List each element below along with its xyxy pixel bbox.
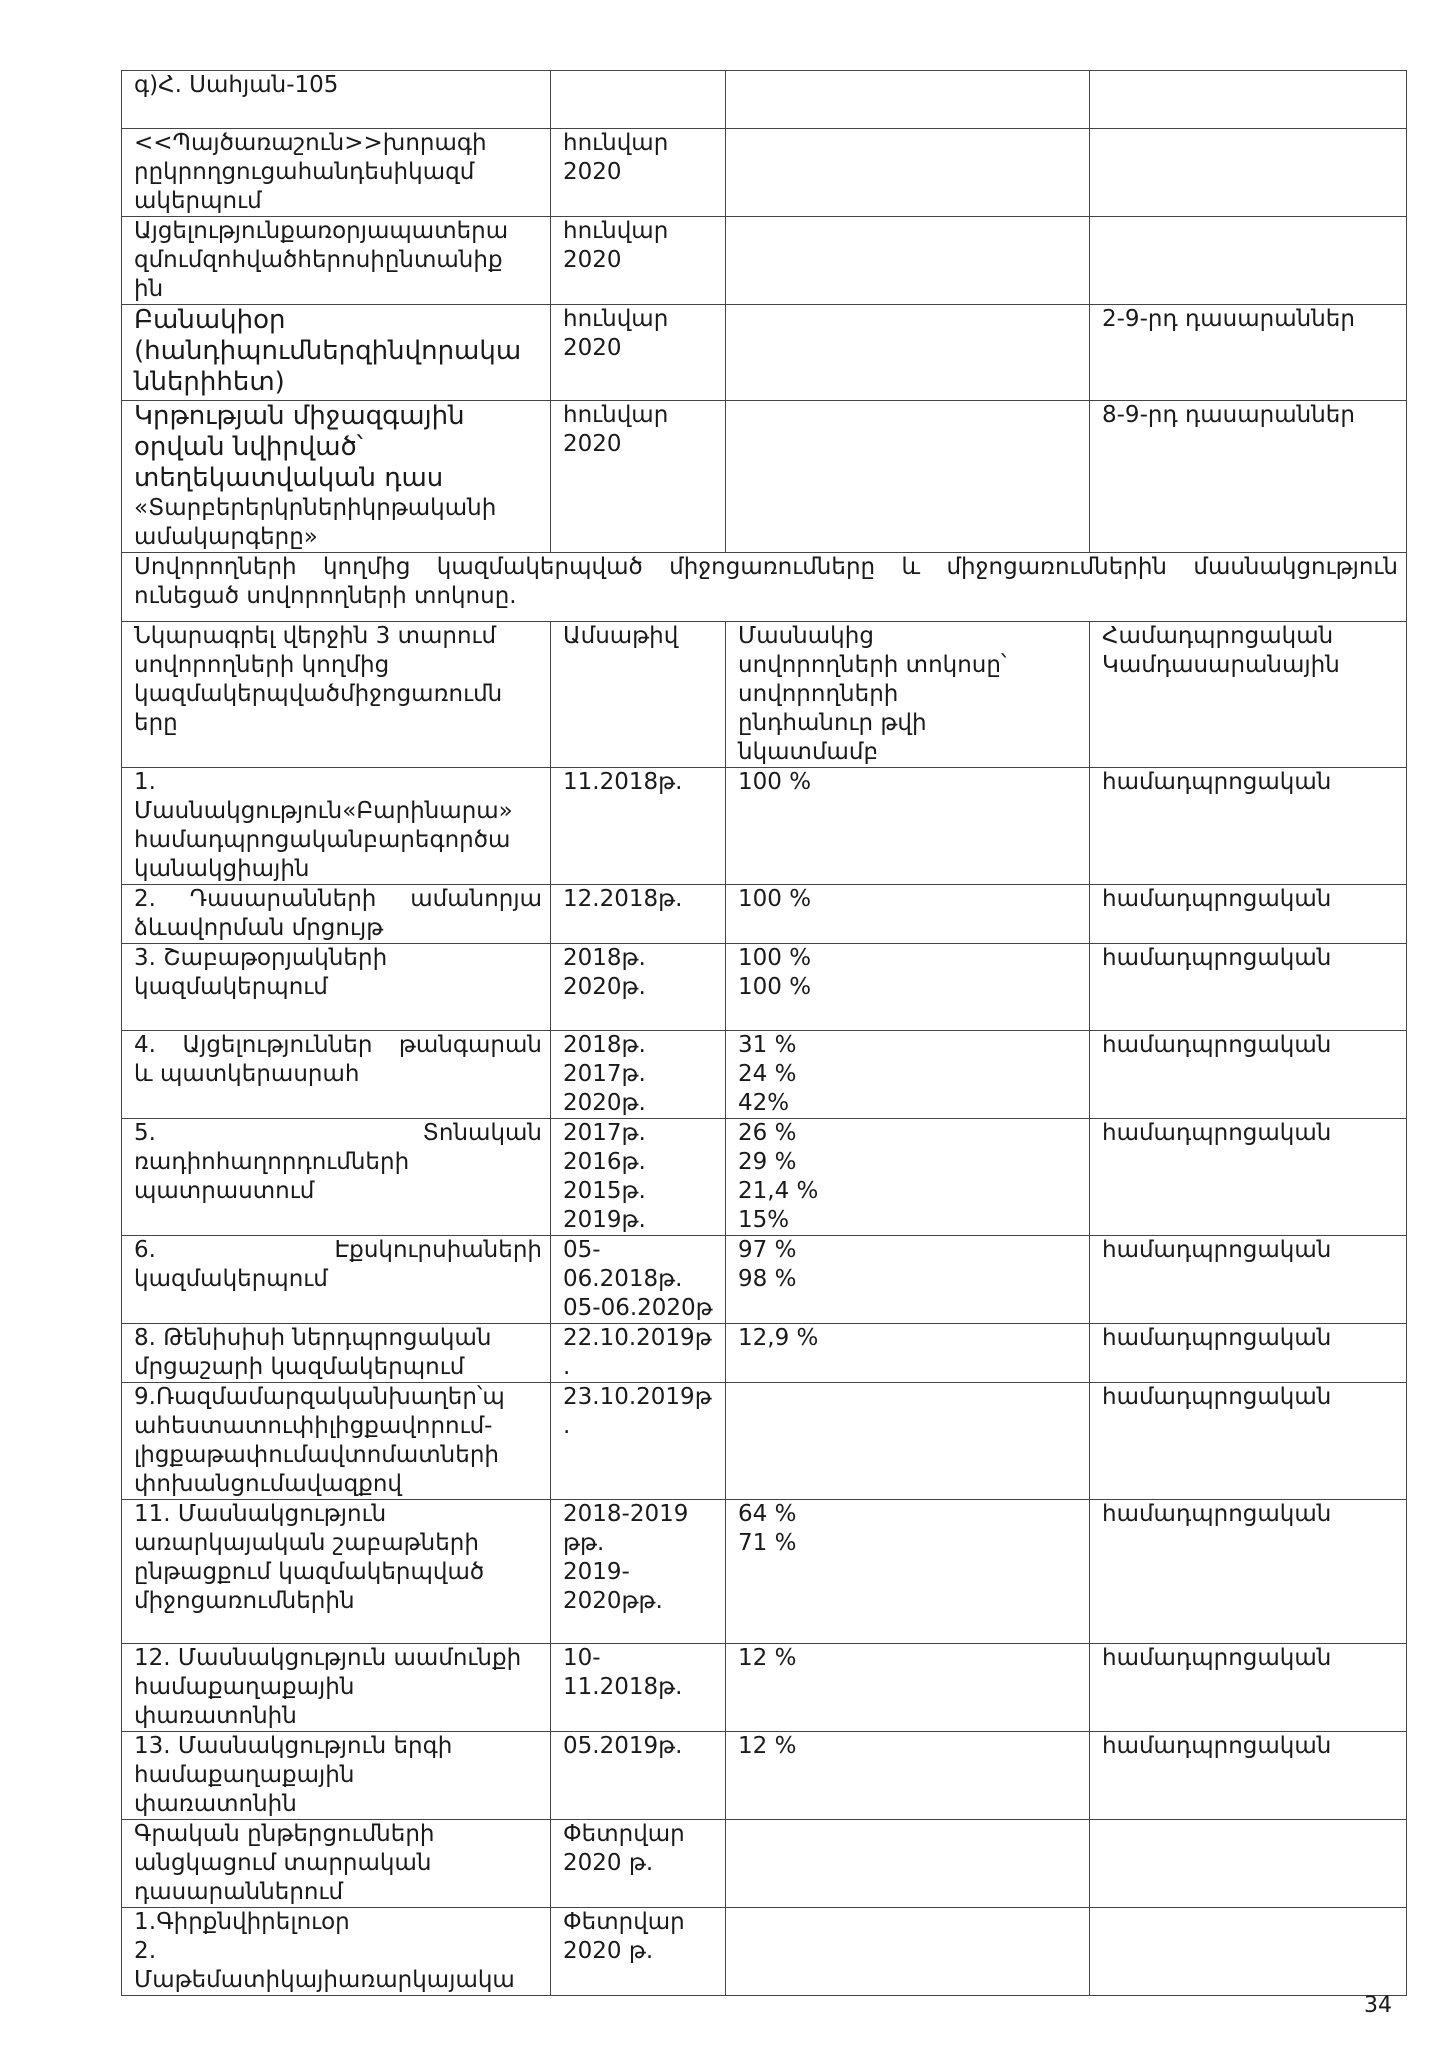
cell-line: համադպրոցական xyxy=(1102,1032,1332,1058)
cell-line: 2018-2019 xyxy=(563,1501,689,1527)
cell-line: պատրաստում xyxy=(134,1178,315,1204)
cell-line: 29 % xyxy=(738,1149,797,1175)
cell-line: 26 % xyxy=(738,1120,797,1146)
cell-line: հունվար xyxy=(563,306,669,332)
table-row xyxy=(122,885,1407,944)
cell-line: համադպրոցականբարեգործա xyxy=(134,827,511,853)
table-row xyxy=(122,217,1407,305)
row-3-col-2 xyxy=(551,217,726,305)
cell-line: «Տարբերերկրներիկրթականի xyxy=(134,495,497,521)
row-7-col-3 xyxy=(726,622,1090,768)
row-11-col-2 xyxy=(551,1031,726,1119)
row-8-col-2 xyxy=(551,768,726,885)
row-19-col-3 xyxy=(726,1820,1090,1908)
cell-line: 13. Մասնակցություն երգի xyxy=(134,1733,453,1759)
row-15-col-4 xyxy=(1090,1383,1407,1500)
cell-line: 11. Մասնակցություն xyxy=(134,1501,387,1527)
cell-line: համաքաղաքային xyxy=(134,1762,355,1788)
row-10-col-2 xyxy=(551,944,726,1031)
cell-line: ունեցած սովորողների տոկոսը. xyxy=(134,583,517,609)
table-row xyxy=(122,1236,1407,1324)
row-5-col-3 xyxy=(726,401,1090,553)
cell-line: 64 % xyxy=(738,1501,797,1527)
row-17-col-1 xyxy=(122,1644,551,1732)
cell-line: 100 % xyxy=(738,886,812,912)
cell-line: և պատկերասրահ xyxy=(134,1061,360,1087)
table-row xyxy=(122,1820,1407,1908)
row-14-col-3 xyxy=(726,1324,1090,1383)
cell-line: կազմակերպում xyxy=(134,974,328,1000)
row-8-col-4 xyxy=(1090,768,1407,885)
row-20-col-1 xyxy=(122,1908,551,1996)
cell-line: 3. Շաբաթօրյակների xyxy=(134,945,388,971)
cell-line: սովորողների xyxy=(738,681,899,707)
cell-line: թթ. xyxy=(563,1530,605,1556)
row-15-col-2 xyxy=(551,1383,726,1500)
cell-line: զմումզոհվածհերոսիընտանիք xyxy=(134,247,503,273)
cell-line: առարկայական շաբաթների xyxy=(134,1530,479,1556)
table-row xyxy=(122,305,1407,401)
cell-line: կազմակերպում xyxy=(134,1266,328,1292)
table-row xyxy=(122,1324,1407,1383)
row-4-col-3 xyxy=(726,305,1090,401)
table-row xyxy=(122,553,1407,622)
cell-line: 100 % xyxy=(738,974,812,1000)
cell-line: կազմակերպվածմիջոցառումն xyxy=(134,681,503,707)
table-row xyxy=(122,129,1407,217)
cell-line: հունվար xyxy=(563,130,669,156)
cell-line: գ)Հ. Սահյան-105 xyxy=(134,72,339,98)
cell-line: Կրթության միջազգային xyxy=(134,401,465,431)
row-19-col-2 xyxy=(551,1820,726,1908)
cell-line: 2019թ. xyxy=(563,1207,646,1233)
cell-line: 97 % xyxy=(738,1237,797,1263)
cell-line: ններիհետ) xyxy=(134,367,285,397)
cell-line: 2020 xyxy=(563,247,622,273)
cell-line: 42% xyxy=(738,1090,790,1116)
table-row xyxy=(122,1644,1407,1732)
cell-line: 06.2018թ. xyxy=(563,1266,683,1292)
row-12-col-2 xyxy=(551,1119,726,1236)
row-9-col-4 xyxy=(1090,885,1407,944)
row-9-col-1 xyxy=(122,885,551,944)
cell-line: 11.2018թ. xyxy=(563,769,683,795)
cell-line: 12. Մասնակցություն աամունքի xyxy=(134,1645,522,1671)
table-row xyxy=(122,1031,1407,1119)
cell-line: կանակցիային xyxy=(134,856,310,882)
cell-line: ընդհանուր թվի xyxy=(738,710,927,736)
cell-line: Սովորողների կողմից կազմակերպված միջոցառումները և միջոցառումներին մասնակցություն xyxy=(134,554,1398,580)
cell-line: ռադիոհաղորդումների xyxy=(134,1149,410,1175)
row-14-col-2 xyxy=(551,1324,726,1383)
cell-line: 98 % xyxy=(738,1266,797,1292)
cell-line: համադպրոցական xyxy=(1102,1325,1332,1351)
cell-line: տեղեկատվական դաս xyxy=(134,463,444,493)
cell-line: 2020 թ. xyxy=(563,1938,654,1964)
cell-line: ամակարգերը» xyxy=(134,524,318,550)
cell-line: 2020 xyxy=(563,159,622,185)
table-row xyxy=(122,1908,1407,1996)
row-2-col-1 xyxy=(122,129,551,217)
cell-line: համաքաղաքային xyxy=(134,1674,355,1700)
cell-line: 12,9 % xyxy=(738,1325,819,1351)
row-13-col-1 xyxy=(122,1236,551,1324)
cell-line: 2018թ. xyxy=(563,1032,646,1058)
cell-line: 05- xyxy=(563,1237,601,1263)
cell-line: Փետրվար xyxy=(563,1909,685,1935)
cell-line: ակերպում xyxy=(134,188,262,214)
row-16-col-1 xyxy=(122,1500,551,1644)
cell-line: նկատմամբ xyxy=(738,739,879,765)
cell-line: համադպրոցական xyxy=(1102,769,1332,795)
cell-line: 2019- xyxy=(563,1559,630,1585)
cell-line: մրցաշարի կազմակերպում xyxy=(134,1354,465,1380)
cell-line: Գրական ընթերցումների xyxy=(134,1821,435,1847)
cell-line: համադպրոցական xyxy=(1102,1501,1332,1527)
cell-line: Փետրվար xyxy=(563,1821,685,1847)
cell-line: ին xyxy=(134,276,164,302)
cell-line: սովորողների կողմից xyxy=(134,652,390,678)
row-2-col-3 xyxy=(726,129,1090,217)
cell-line: համադպրոցական xyxy=(1102,1120,1332,1146)
cell-line: օրվան նվիրված՝ xyxy=(134,432,363,462)
cell-line: հունվար xyxy=(563,218,669,244)
cell-line: 2020թ. xyxy=(563,974,646,1000)
table-row xyxy=(122,1119,1407,1236)
row-10-col-3 xyxy=(726,944,1090,1031)
table-row xyxy=(122,622,1407,768)
cell-line: 2020թթ. xyxy=(563,1588,663,1614)
cell-line: 1. xyxy=(134,769,156,795)
row-4-col-1 xyxy=(122,305,551,401)
cell-line: դասարաններում xyxy=(134,1879,344,1905)
cell-line: 6. Էքսկուրսիաների xyxy=(134,1237,542,1263)
cell-line: ձևավորման մրցույթ xyxy=(134,915,384,941)
row-8-col-3 xyxy=(726,768,1090,885)
row-1-col-1 xyxy=(122,71,551,129)
row-13-col-2 xyxy=(551,1236,726,1324)
row-10-col-4 xyxy=(1090,944,1407,1031)
cell-line: Կամդասարանային xyxy=(1102,652,1340,678)
cell-line: անցկացում տարրական xyxy=(134,1850,432,1876)
row-3-col-4 xyxy=(1090,217,1407,305)
row-9-col-3 xyxy=(726,885,1090,944)
cell-line: 05-06.2020թ xyxy=(563,1295,713,1321)
section-heading-cell xyxy=(122,553,1407,622)
cell-line: 2020 xyxy=(563,431,622,457)
row-7-col-4 xyxy=(1090,622,1407,768)
cell-line: 100 % xyxy=(738,769,812,795)
cell-line: 2020 թ. xyxy=(563,1850,654,1876)
cell-line: հունվար xyxy=(563,402,669,428)
row-9-col-2 xyxy=(551,885,726,944)
row-2-col-2 xyxy=(551,129,726,217)
cell-line: 1․Գիրքնվիրելուօր xyxy=(134,1909,350,1935)
cell-line: 22.10.2019թ xyxy=(563,1325,712,1351)
cell-line: 8. Թենիսիսի ներդպրոցական xyxy=(134,1325,492,1351)
row-5-col-1 xyxy=(122,401,551,553)
table-row xyxy=(122,401,1407,553)
row-18-col-2 xyxy=(551,1732,726,1820)
cell-line: 2020 xyxy=(563,335,622,361)
events-table-body xyxy=(122,71,1407,1996)
row-8-col-1 xyxy=(122,768,551,885)
table-row xyxy=(122,944,1407,1031)
row-20-col-2 xyxy=(551,1908,726,1996)
cell-line: 100 % xyxy=(738,945,812,971)
row-3-col-1 xyxy=(122,217,551,305)
cell-line: 9.Ռազմամարզականխաղեր՝պ xyxy=(134,1384,505,1410)
cell-line: լիցքաթափումավտոմատների xyxy=(134,1442,499,1468)
cell-line: երը xyxy=(134,710,178,736)
cell-line: Այցելությունքառօրյապատերա xyxy=(134,218,509,244)
cell-line: 2015թ. xyxy=(563,1178,646,1204)
cell-line: 2018թ. xyxy=(563,945,646,971)
row-14-col-1 xyxy=(122,1324,551,1383)
cell-line: փառատոնին xyxy=(134,1703,297,1729)
cell-line: 15% xyxy=(738,1207,790,1233)
cell-line: Բանակիօր xyxy=(134,305,286,335)
cell-line: 11.2018թ. xyxy=(563,1674,683,1700)
row-3-col-3 xyxy=(726,217,1090,305)
row-2-col-4 xyxy=(1090,129,1407,217)
row-12-col-4 xyxy=(1090,1119,1407,1236)
events-table xyxy=(121,70,1407,1996)
cell-line: 12 % xyxy=(738,1733,797,1759)
cell-line: ահեստատուփիլիցքավորում- xyxy=(134,1413,493,1439)
row-17-col-4 xyxy=(1090,1644,1407,1732)
cell-line: 21,4 % xyxy=(738,1178,819,1204)
row-15-col-3 xyxy=(726,1383,1090,1500)
cell-line: Ամսաթիվ xyxy=(563,623,679,649)
row-16-col-4 xyxy=(1090,1500,1407,1644)
row-4-col-4 xyxy=(1090,305,1407,401)
cell-line: 05.2019թ. xyxy=(563,1733,683,1759)
row-14-col-4 xyxy=(1090,1324,1407,1383)
cell-line: սովորողների տոկոսը՝ xyxy=(738,652,1007,678)
table-row xyxy=(122,1500,1407,1644)
cell-line: համադպրոցական xyxy=(1102,886,1332,912)
page-number: 34 xyxy=(1364,1993,1392,2018)
table-row xyxy=(122,1383,1407,1500)
cell-line: 10- xyxy=(563,1645,601,1671)
cell-line: . xyxy=(563,1413,571,1439)
row-4-col-2 xyxy=(551,305,726,401)
row-10-col-1 xyxy=(122,944,551,1031)
cell-line: 23.10.2019թ xyxy=(563,1384,712,1410)
cell-line: 12 % xyxy=(738,1645,797,1671)
cell-line: 24 % xyxy=(738,1061,797,1087)
row-12-col-1 xyxy=(122,1119,551,1236)
row-11-col-4 xyxy=(1090,1031,1407,1119)
row-13-col-3 xyxy=(726,1236,1090,1324)
cell-line: համադպրոցական xyxy=(1102,1384,1332,1410)
row-17-col-3 xyxy=(726,1644,1090,1732)
row-7-col-2 xyxy=(551,622,726,768)
row-20-col-3 xyxy=(726,1908,1090,1996)
row-17-col-2 xyxy=(551,1644,726,1732)
row-15-col-1 xyxy=(122,1383,551,1500)
cell-line: 71 % xyxy=(738,1530,797,1556)
row-18-col-3 xyxy=(726,1732,1090,1820)
cell-line: համադպրոցական xyxy=(1102,1733,1332,1759)
cell-line: 2020թ. xyxy=(563,1090,646,1116)
cell-line: 2016թ. xyxy=(563,1149,646,1175)
row-19-col-4 xyxy=(1090,1820,1407,1908)
row-1-col-4 xyxy=(1090,71,1407,129)
cell-line: րըկրողցուցահանդեսիկազմ xyxy=(134,159,475,185)
row-16-col-3 xyxy=(726,1500,1090,1644)
cell-line: համադպրոցական xyxy=(1102,945,1332,971)
cell-line: 2․ xyxy=(134,1938,157,1964)
cell-line: 5. Տոնական xyxy=(134,1120,542,1146)
cell-line: համադպրոցական xyxy=(1102,1645,1332,1671)
table-row xyxy=(122,768,1407,885)
table-row xyxy=(122,71,1407,129)
row-12-col-3 xyxy=(726,1119,1090,1236)
cell-line: 2. Դասարանների ամանորյա xyxy=(134,886,542,912)
cell-line: փոխանցումավազքով xyxy=(134,1471,402,1497)
row-16-col-2 xyxy=(551,1500,726,1644)
cell-line: միջոցառումներին xyxy=(134,1588,355,1614)
cell-line: 2017թ. xyxy=(563,1120,646,1146)
cell-line: Համադպրոցական xyxy=(1102,623,1334,649)
row-18-col-4 xyxy=(1090,1732,1407,1820)
cell-line: ընթացքում կազմակերպված xyxy=(134,1559,485,1585)
row-5-col-4 xyxy=(1090,401,1407,553)
cell-line: փառատոնին xyxy=(134,1791,297,1817)
row-5-col-2 xyxy=(551,401,726,553)
row-13-col-4 xyxy=(1090,1236,1407,1324)
row-19-col-1 xyxy=(122,1820,551,1908)
cell-line: Մասնակից xyxy=(738,623,874,649)
row-1-col-2 xyxy=(551,71,726,129)
cell-line: (հանդիպումներզինվորակա xyxy=(134,336,522,366)
cell-line: Նկարագրել վերջին 3 տարում xyxy=(134,623,497,649)
table-row xyxy=(122,1732,1407,1820)
cell-line: Մասնակցություն«Բարինարա» xyxy=(134,798,513,824)
cell-line: 2017թ. xyxy=(563,1061,646,1087)
row-7-col-1 xyxy=(122,622,551,768)
cell-line: . xyxy=(563,1354,571,1380)
cell-line: 31 % xyxy=(738,1032,797,1058)
cell-line: 12.2018թ. xyxy=(563,886,683,912)
cell-line: 4. Այցելություններ թանգարան xyxy=(134,1032,542,1058)
cell-line: <<Պայծառաշուն>>խորագի xyxy=(134,130,487,156)
row-20-col-4 xyxy=(1090,1908,1407,1996)
row-18-col-1 xyxy=(122,1732,551,1820)
cell-line: 8-9-րդ դասարաններ xyxy=(1102,402,1355,428)
row-11-col-1 xyxy=(122,1031,551,1119)
row-1-col-3 xyxy=(726,71,1090,129)
cell-line: համադպրոցական xyxy=(1102,1237,1332,1263)
cell-line: Մաթեմատիկայիառարկայակա xyxy=(134,1967,515,1993)
row-11-col-3 xyxy=(726,1031,1090,1119)
cell-line: 2-9-րդ դասարաններ xyxy=(1102,306,1355,332)
